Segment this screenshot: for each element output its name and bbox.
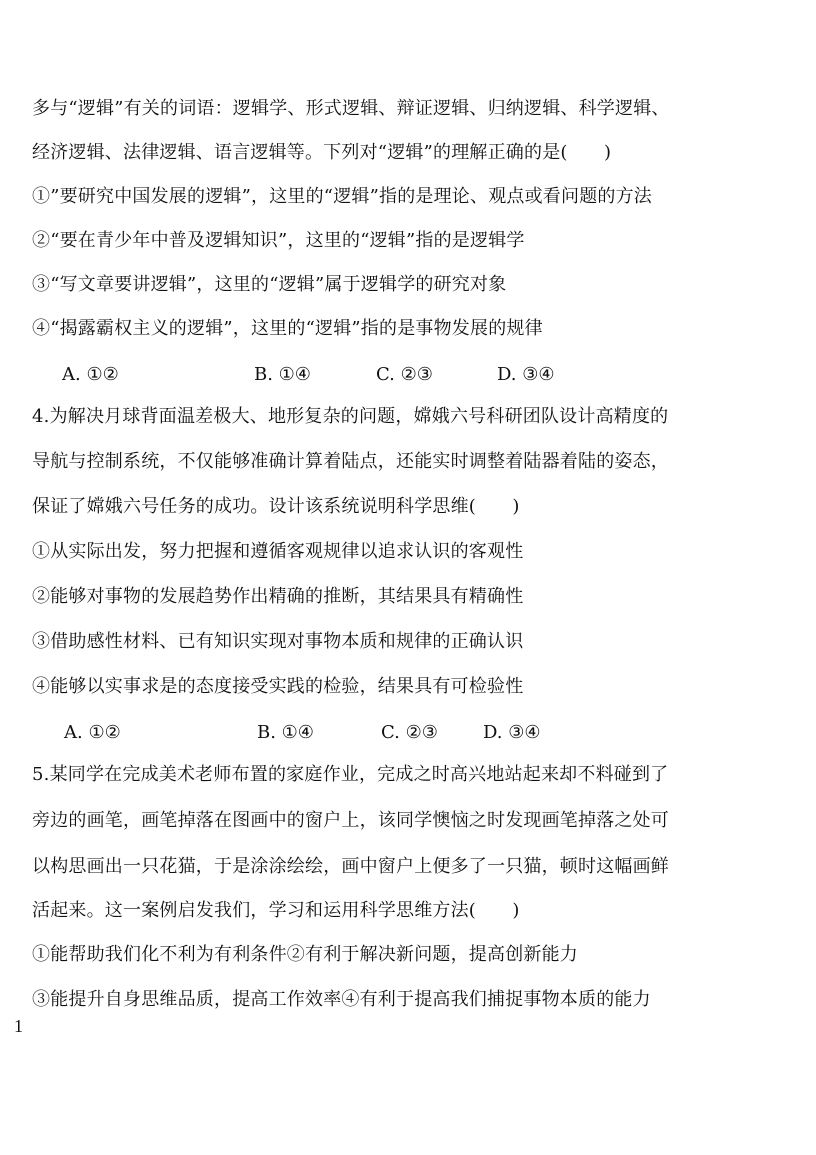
q3-option-d: D. ③④ [497,364,555,385]
q5-statement-2: ③能提升自身思维品质，提高工作效率④有利于提高我们捕捉事物本质的能力 [32,989,651,1010]
q5-stem-line-1: 5.某同学在完成美术老师布置的家庭作业，完成之时高兴地站起来却不料碰到了 [32,764,669,785]
q3-statement-3: ③“写文章要讲逻辑”，这里的“逻辑”属于逻辑学的研究对象 [32,274,507,295]
q4-stem-line-2: 导航与控制系统，不仅能够准确计算着陆点，还能实时调整着陆器着陆的姿态， [32,451,669,472]
q4-option-a: A. ①② [64,722,121,743]
q4-statement-2: ②能够对事物的发展趋势作出精确的推断，其结果具有精确性 [32,586,524,607]
q4-statement-3: ③借助感性材料、已有知识实现对事物本质和规律的正确认识 [32,631,524,652]
q3-statement-4: ④“揭露霸权主义的逻辑”，这里的“逻辑”指的是事物发展的规律 [32,318,543,339]
q4-statement-1: ①从实际出发，努力把握和遵循客观规律以追求认识的客观性 [32,541,524,562]
q3-option-b: B. ①④ [254,364,311,385]
q3-stem-line-1: 多与“逻辑”有关的词语：逻辑学、形式逻辑、辩证逻辑、归纳逻辑、科学逻辑、 [32,98,670,119]
q4-option-b: B. ①④ [257,722,314,743]
q4-option-d: D. ③④ [483,722,541,743]
q5-stem-line-4: 活起来。这一案例启发我们，学习和运用科学思维方法( ) [32,900,520,921]
page-number: 1 [14,1016,23,1036]
q4-option-c: C. ②③ [381,722,438,743]
q5-statement-1: ①能帮助我们化不利为有利条件②有利于解决新问题，提高创新能力 [32,944,578,965]
q4-stem-line-3: 保证了嫦娥六号任务的成功。设计该系统说明科学思维( ) [32,496,520,517]
q5-stem-line-3: 以构思画出一只花猫，于是涂涂绘绘，画中窗户上便多了一只猫，顿时这幅画鲜 [32,856,669,877]
q3-statement-2: ②“要在青少年中普及逻辑知识”，这里的“逻辑”指的是逻辑学 [32,230,525,251]
q5-stem-line-2: 旁边的画笔，画笔掉落在图画中的窗户上，该同学懊恼之时发现画笔掉落之处可 [32,810,669,831]
q3-statement-1: ①”要研究中国发展的逻辑”，这里的“逻辑”指的是理论、观点或看问题的方法 [32,186,653,207]
q3-stem-line-2: 经济逻辑、法律逻辑、语言逻辑等。下列对“逻辑”的理解正确的是( ) [32,142,612,163]
q3-option-c: C. ②③ [376,364,433,385]
q3-option-a: A. ①② [62,364,119,385]
q4-stem-line-1: 4.为解决月球背面温差极大、地形复杂的问题，嫦娥六号科研团队设计高精度的 [32,406,669,427]
q4-statement-4: ④能够以实事求是的态度接受实践的检验，结果具有可检验性 [32,676,524,697]
